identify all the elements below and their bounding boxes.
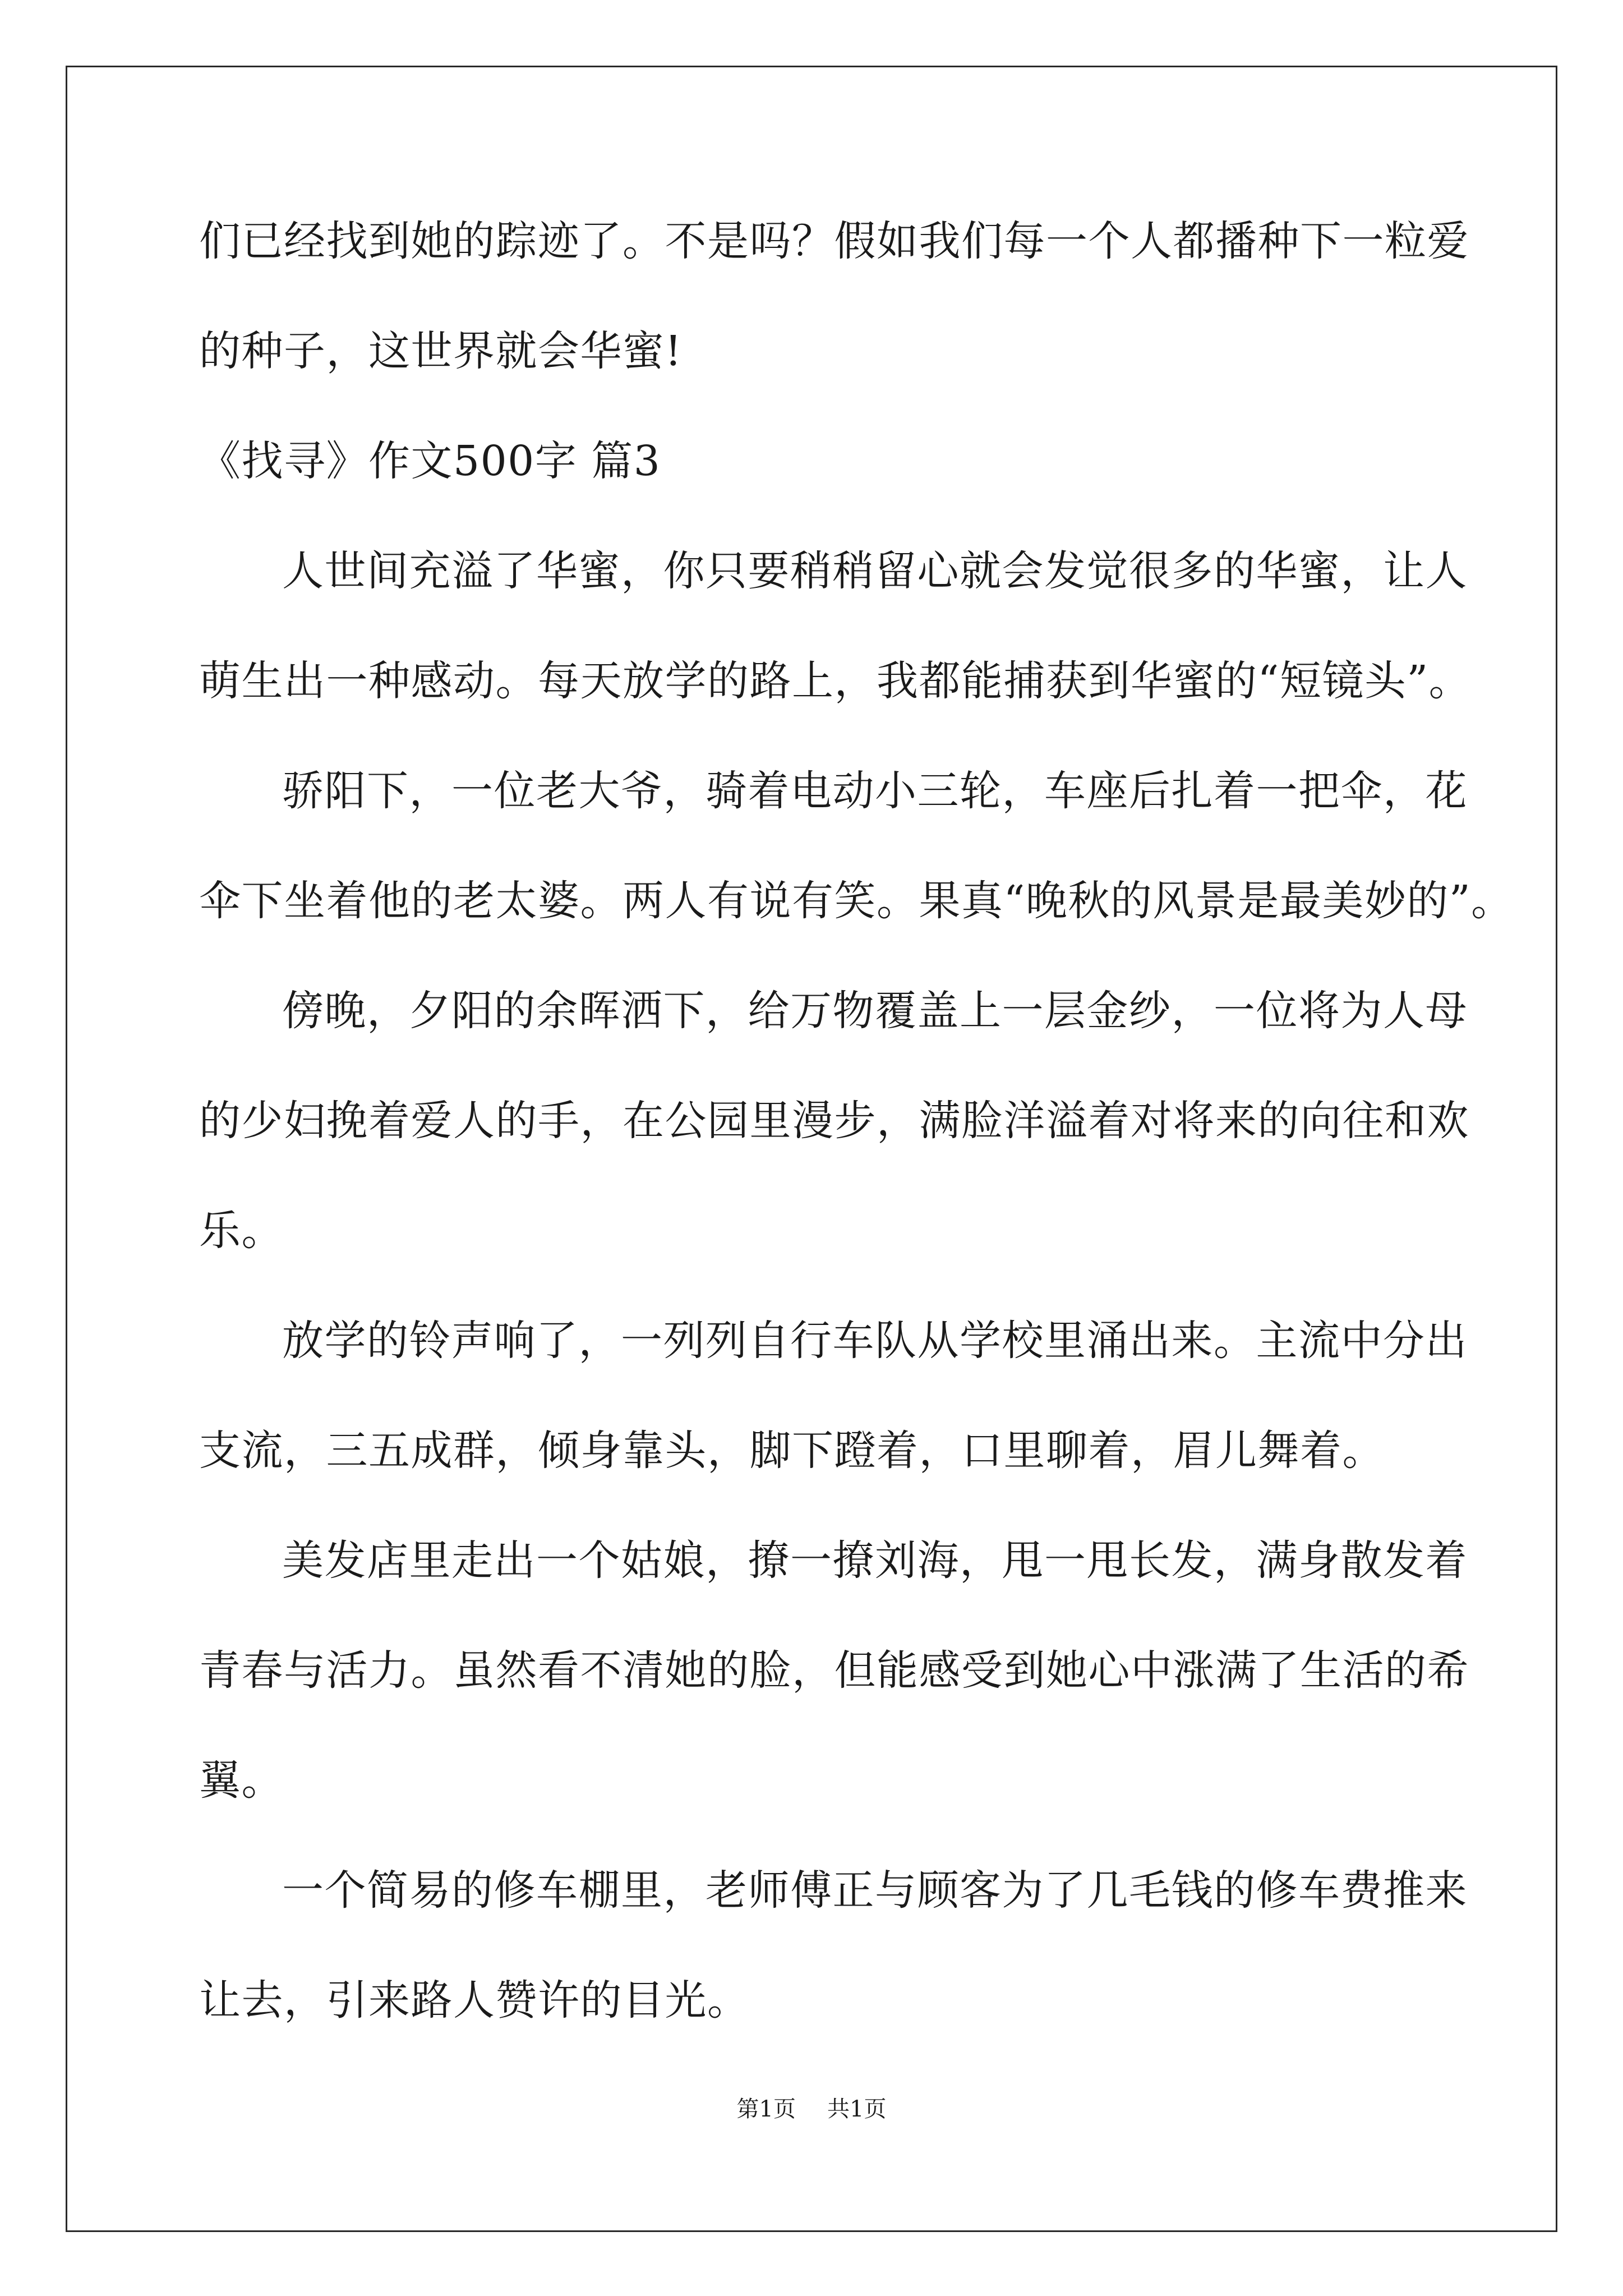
paragraph-line: 一个简易的修车棚里，老师傅正与顾客为了几毛钱的修车费推来 (282, 1866, 1468, 1915)
page-number: 第1页 (736, 2096, 796, 2122)
paragraph-line: 支流，三五成群，倾身靠头，脚下蹬着，口里聊着，眉儿舞着。 (199, 1427, 1385, 1475)
paragraph-line: 青春与活力。虽然看不清她的脸，但能感受到她心中涨满了生活的希 (199, 1646, 1469, 1695)
paragraph-line: 人世间充溢了华蜜，你只要稍稍留心就会发觉很多的华蜜，让人 (282, 547, 1468, 595)
page-footer (0, 2092, 1623, 2126)
paragraph-line: 的少妇挽着爱人的手，在公园里漫步，满脸洋溢着对将来的向往和欢 (199, 1097, 1469, 1145)
paragraph-line: 乐。 (199, 1207, 284, 1255)
paragraph-line: 放学的铃声响了，一列列自行车队从学校里涌出来。主流中分出 (282, 1317, 1468, 1365)
paragraph-line: 们已经找到她的踪迹了。不是吗？假如我们每一个人都播种下一粒爱 (199, 217, 1469, 265)
page-total: 共1页 (827, 2096, 887, 2122)
paragraph-line: 翼。 (199, 1756, 284, 1805)
paragraph-line: 傍晚，夕阳的余晖洒下，给万物覆盖上一层金纱，一位将为人母 (282, 987, 1468, 1035)
paragraph-line: 美发店里走出一个姑娘，撩一撩刘海，甩一甩长发，满身散发着 (282, 1536, 1468, 1585)
paragraph-line: 骄阳下，一位老大爷，骑着电动小三轮，车座后扎着一把伞，花 (282, 767, 1468, 815)
section-heading: 《找寻》作文500字 篇3 (199, 437, 661, 485)
paragraph-line: 萌生出一种感动。每天放学的路上，我都能捕获到华蜜的“短镜头”。 (199, 657, 1472, 705)
paragraph-line: 伞下坐着他的老太婆。两人有说有笑。果真“晚秋的风景是最美妙的”。 (199, 877, 1514, 925)
paragraph-line: 的种子，这世界就会华蜜! (199, 327, 683, 375)
paragraph-line: 让去，引来路人赞许的目光。 (199, 1976, 750, 2024)
